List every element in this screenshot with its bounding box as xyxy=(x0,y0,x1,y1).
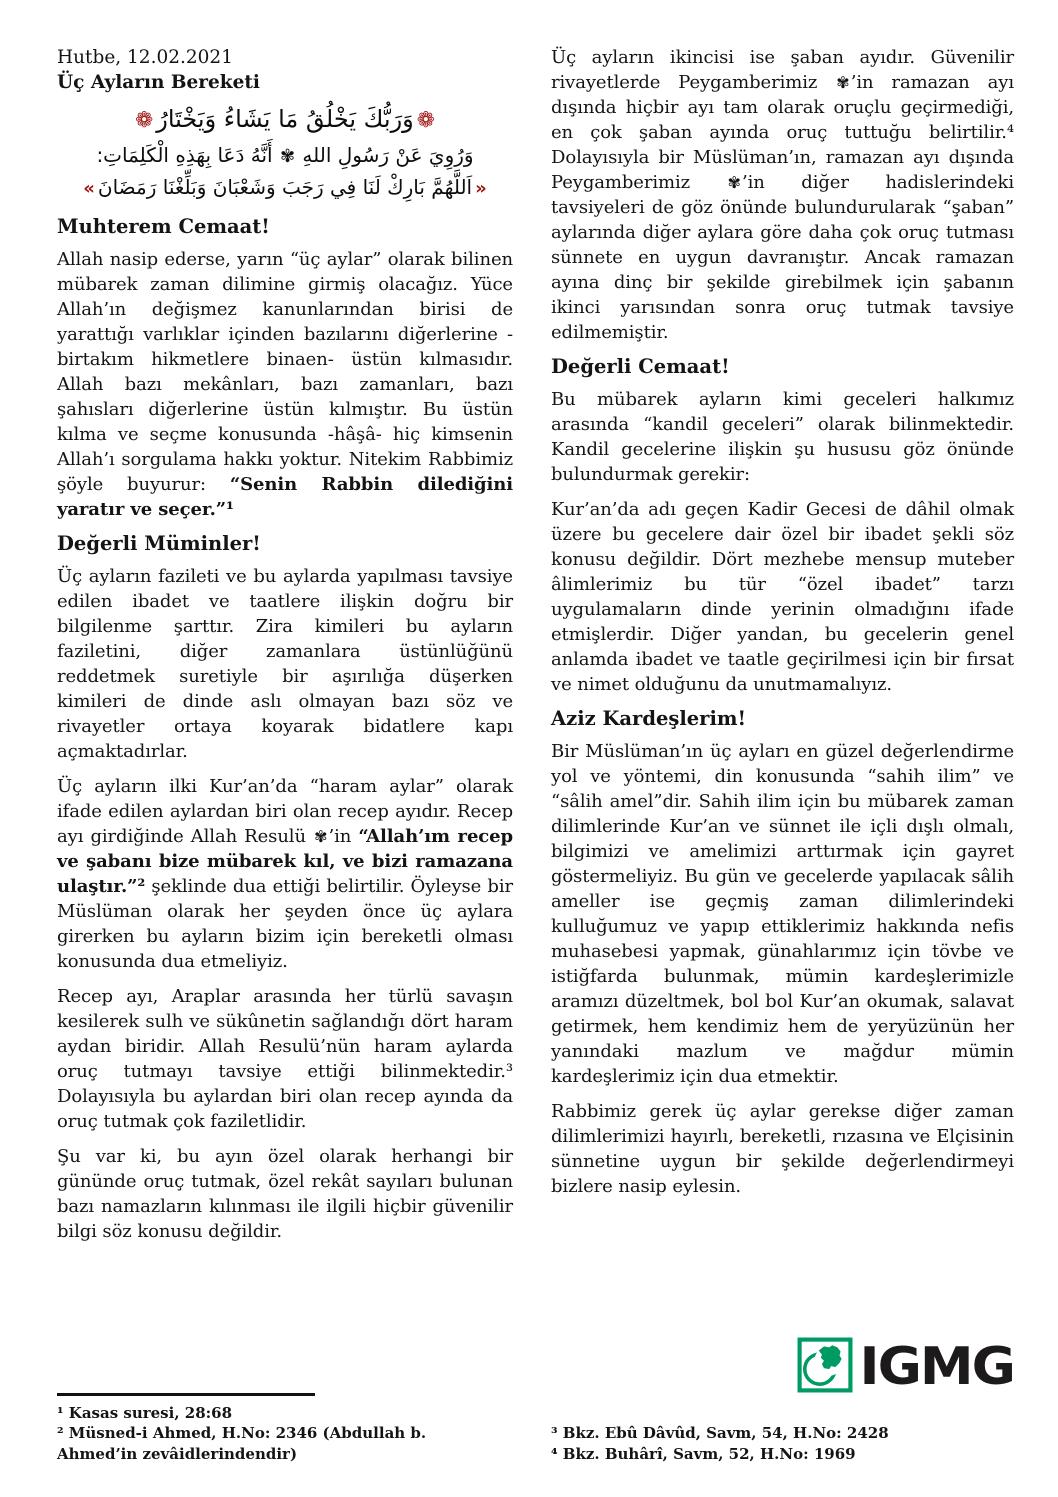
text-run: “Senin Rabbin dilediğini yaratır ve seçer.”¹ xyxy=(57,474,513,520)
paragraph xyxy=(57,1144,513,1244)
paragraph xyxy=(551,387,1014,487)
text-run: Şu var ki, bu ayın özel olarak herhangi bir gününde oruç tutmak, özel rekât sayıları bulunan bazı namazların kılınması ile ilgili hiçbir güvenilir bilgi söz konusu değildir. xyxy=(57,1146,513,1242)
text-run: أَنَّهُ دَعَا بِهَذِهِ الْكَلِمَاتِ: xyxy=(96,143,279,167)
saw-honorific-icon: ✾ xyxy=(727,173,741,192)
document-date: Hutbe, 12.02.2021 xyxy=(57,47,233,68)
text-run: Üç ayların ikincisi ise şaban ayıdır. Güvenilir rivayetlerde Peygamberimiz xyxy=(551,47,1014,93)
text-run: Bir Müslüman’ın üç ayları en güzel değerlendirme yol ve yöntemi, din konusunda “sahih ilim” ve “sâlih amel”dir. Sahih ilim için bu mübarek zaman dilimlerinde Kur’an ve sünnet ile içli dışlı olmalı, bilgimizi ve amelimizi arttırmak için gayret göstermeliyiz. Bu gün ve gecelerde yapılacak sâlih ameller ise geçmiş zaman dilimlerindeki kulluğumuz ve yapıp ettiklerimiz hakkında nefis muhasebesi yapmak, günahlarımız için tövbe ve istiğfarda bulunmak, mümin kardeşlerimizle aramızı düzeltmek, bol bol Kur’an okumak, salavat getirmek, hem kendimiz hem de yeryüzünün her yanındaki mazlum ve mağdur mümin kardeşlerimiz için dua etmektir. xyxy=(551,741,1014,1087)
footnote-separator xyxy=(57,1393,315,1396)
left-column xyxy=(57,45,513,1464)
section-heading: Değerli Cemaat! xyxy=(551,355,730,378)
arabic-verse-line xyxy=(57,172,513,204)
paragraph xyxy=(551,45,1014,345)
footnotes-left xyxy=(57,1393,513,1465)
left-column-text xyxy=(57,208,513,1254)
two-column-layout xyxy=(57,45,1013,1464)
text-run: Bu mübarek ayların kimi geceleri halkımız arasında “kandil geceleri” olarak bilinmektedir. Kandil gecelerine ilişkin şu hususu göz önünde bulundurmak gerekir: xyxy=(551,389,1014,485)
text-run: Rabbimiz gerek üç aylar gerekse diğer zaman dilimlerimizi hayırlı, bereketli, rızasına ve Elçisinin sünnetine uygun bir şekilde değerlendirmeyi bizlere nasip eylesin. xyxy=(551,1101,1014,1197)
paragraph xyxy=(551,497,1014,697)
text-segment xyxy=(57,986,513,1132)
section-heading: Aziz Kardeşlerim! xyxy=(551,707,747,730)
arabic-verse-line xyxy=(57,140,513,172)
verse-ornament-icon: » xyxy=(83,178,95,199)
verse-ornament-icon: « xyxy=(475,178,487,199)
text-run: وَرُوِيَ عَنْ رَسُولِ اللهِ xyxy=(296,143,474,167)
document-title: Üç Ayların Bereketi xyxy=(57,72,260,93)
paragraph xyxy=(57,984,513,1134)
text-segment xyxy=(57,566,513,762)
saw-honorific-icon: ✾ xyxy=(836,73,850,92)
igmg-crescent-europe-emblem-icon xyxy=(797,1337,853,1397)
right-column-text xyxy=(551,45,1014,1209)
verse-ornament-icon: ❁ xyxy=(135,108,154,133)
text-segment xyxy=(551,499,1014,695)
text-run: Allah nasip ederse, yarın “üç aylar” olarak bilinen mübarek zaman dilimine girmiş olacağız. Yüce Allah’ın değişmez kanunlarından birisi de yarattığı varlıklar içinden bazılarını diğerlerine -birtakım hikmetlere binaen- üstün kılmasıdır. Allah bazı mekânları, bazı zamanları, bazı şahısları diğerlerine üstün kılmıştır. Bu üstün kılma ve seçme konusunda -hâşâ- hiç kimsenin Allah’ı sorgulama hakkı yoktur. Nitekim Rabbimiz şöyle buyurur: xyxy=(57,249,513,495)
paragraph xyxy=(551,739,1014,1089)
text-run: Üç ayların ilki Kur’an’da “haram aylar” olarak ifade edilen aylardan biri olan recep ayıdır. Recep ayı girdiğinde Allah Resulü xyxy=(57,776,513,847)
section-heading: Muhterem Cemaat! xyxy=(57,215,270,238)
text-run: Kur’an’da adı geçen Kadir Gecesi de dâhil olmak üzere bu gecelere dair özel bir ibadet şekli söz konusu değildir. Dört mezhebe mensup muteber âlimlerimiz bu tür “özel ibadet” tarzı uygulamaların dinde yerinin olmadığını ifade etmişlerdir. Diğer yandan, bu gecelerin genel anlamda ibadet ve taatle geçirilmesi için bir fırsat ve nimet olduğunu da unutmamalıyız. xyxy=(551,499,1014,695)
footnote: ³ Bkz. Ebû Dâvûd, Savm, 54, H.No: 2428 xyxy=(551,1424,889,1442)
text-run: “Allah’ım recep ve şabanı bize mübarek kıl, ve bizi ramazana ulaştır.”² xyxy=(57,826,513,897)
arabic-verses xyxy=(57,100,513,204)
footnotes-right xyxy=(551,1423,1014,1464)
text-run: Üç ayların fazileti ve bu aylarda yapılması tavsiye edilen ibadet ve taatlere ilişkin doğru bir bilgilenme şarttır. Zira kimileri bu ayların faziletini, diğer zamanlara üstünlüğünü reddetmek suretiyle bir aşırılığa düşerken kimileri de dinde aslı olmayan bazı söz ve rivayetler ortaya koyarak bidatlere kapı açmaktadırlar. xyxy=(57,566,513,762)
text-run: وَرَبُّكَ يَخْلُقُ مَا يَشَاءُ وَيَخْتَارُ xyxy=(156,105,414,133)
text-run: ’in ramazan ayı dışında hiçbir ayı tam olarak oruçlu geçirmediği, en çok şaban ayında oruç tuttuğu belirtilir.⁴ Dolayısıyla bir Müslüman’ın, ramazan ayı dışında Peygamberimiz xyxy=(551,72,1014,193)
document-header xyxy=(57,45,513,208)
paragraph xyxy=(57,774,513,974)
text-segment xyxy=(551,389,1014,485)
saw-honorific-icon: ✾ xyxy=(279,146,296,167)
igmg-logo-text: IGMG xyxy=(859,1336,1014,1397)
verse-ornament-icon: ❁ xyxy=(416,108,435,133)
paragraph xyxy=(57,564,513,764)
section-heading: Değerli Müminler! xyxy=(57,532,261,555)
saw-honorific-icon: ✾ xyxy=(314,827,328,846)
text-run: ’in diğer hadislerindeki tavsiyeleri de göz önünde bulundurularak “şaban” aylarında diğer aylara göre daha çok oruç tutması sünnete en uygun davranıştır. Ancak ramazan ayına dinç bir şekilde girebilmek için şabanın ikinci yarısından sonra oruç tutmak tavsiye edilmemiştir. xyxy=(551,172,1014,343)
text-segment xyxy=(551,741,1014,1087)
text-segment xyxy=(551,47,1014,343)
text-run: اَللَّهُمَّ بَارِكْ لَنَا فِي رَجَبَ وَشَعْبَانَ وَبَلِّغْنَا رَمَضَانَ xyxy=(97,175,473,199)
right-column xyxy=(551,45,1014,1464)
footnote: ² Müsned-i Ahmed, H.No: 2346 (Abdullah b. Ahmed’in zevâidlerindendir) xyxy=(57,1424,427,1463)
footnote: ⁴ Bkz. Buhârî, Savm, 52, H.No: 1969 xyxy=(551,1444,856,1463)
text-segment xyxy=(57,249,513,495)
arabic-verse-line xyxy=(57,100,513,140)
text-run: şeklinde dua ettiği belirtilir. Öyleyse bir Müslüman olarak her şeyden önce üç aylara girerken bu ayların bizim için bereketli olması konusunda dua etmeliyiz. xyxy=(57,876,513,972)
paragraph xyxy=(551,1099,1014,1199)
footnote: ¹ Kasas suresi, 28:68 xyxy=(57,1403,233,1422)
igmg-logo xyxy=(797,1337,1014,1397)
text-segment xyxy=(57,1146,513,1242)
paragraph xyxy=(57,247,513,522)
text-segment xyxy=(551,1101,1014,1197)
text-run: ’in xyxy=(328,826,359,847)
text-run: Recep ayı, Araplar arasında her türlü savaşın kesilerek sulh ve sükûnetin sağlandığı dört haram aydan biridir. Allah Resulü’nün haram aylarda oruç tutmayı tavsiye ettiği bilinmektedir.³ Dolayısıyla bu aylardan biri olan recep ayında da oruç tutmak çok faziletlidir. xyxy=(57,986,513,1132)
